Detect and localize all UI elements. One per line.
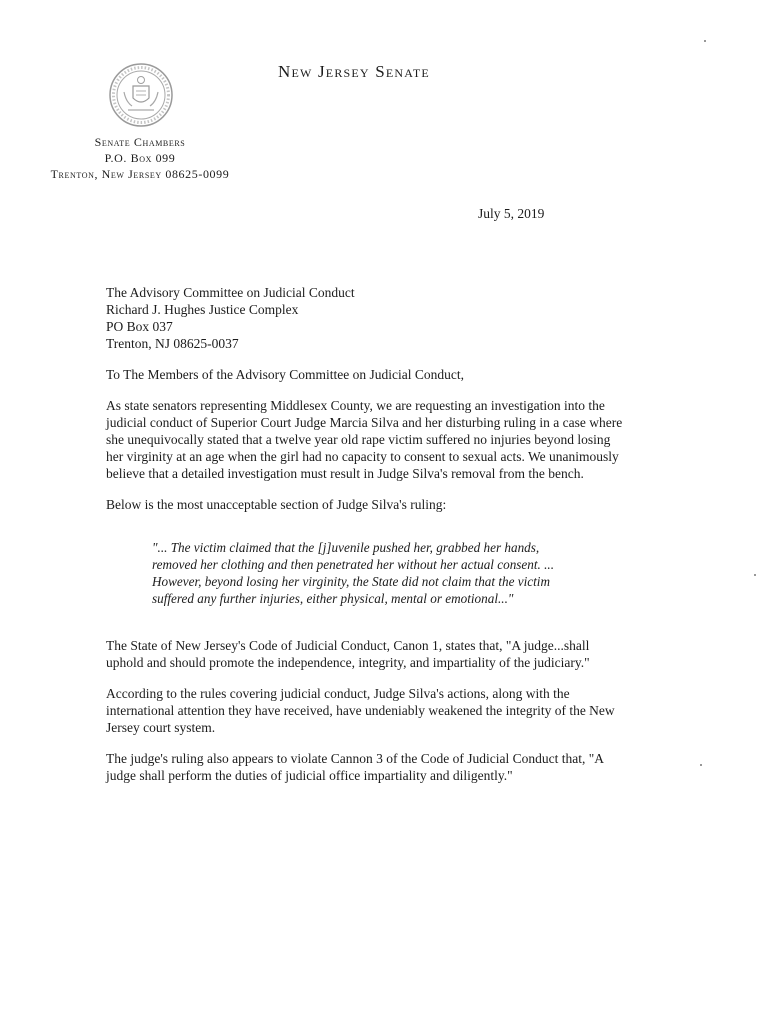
paragraph: According to the rules covering judicial conduct, Judge Silva's actions, along with the international attention they have received, have undeniably weakened the integrity of the New Jersey court system. (106, 686, 615, 735)
salutation: To The Members of the Advisory Committee on Judicial Conduct, (106, 367, 465, 382)
return-address-line: Trenton, New Jersey 08625-0099 (50, 167, 230, 181)
scan-speck (704, 40, 706, 42)
scan-speck (700, 764, 702, 766)
recipient-line: PO Box 037 (106, 319, 173, 334)
return-address (20, 134, 260, 182)
return-address-line: Senate Chambers (94, 135, 186, 149)
paragraph: As state senators representing Middlesex County, we are requesting an investigation into the judicial conduct of Superior Court Judge Marcia Silva and her disturbing ruling in a case where she unequivocally stated that a twelve year old rape victim suffered no injuries beyond losing her virginity at an age when the girl had no capacity to consent to sexual acts. We unanimously believe that a detailed investigation must result in Judge Silva's removal from the bench. (106, 398, 623, 481)
recipient-address (106, 284, 626, 352)
recipient-line: Trenton, NJ 08625-0037 (106, 336, 239, 351)
letter-body (106, 284, 626, 784)
scan-speck (754, 574, 756, 576)
letterhead-title: New Jersey Senate (278, 62, 430, 81)
paragraph: The judge's ruling also appears to violate Cannon 3 of the Code of Judicial Conduct that, "A judge shall perform the duties of judicial office impartiality and diligently." (106, 751, 604, 783)
ruling-quote: "... The victim claimed that the [j]uvenile pushed her, grabbed her hands, removed her clothing and then penetrated her without her actual consent. ... However, beyond losing her virginity, the State did not claim that the victim suffered any further injuries, either physical, mental or emotional..." (152, 540, 555, 606)
state-seal-icon (108, 62, 174, 128)
recipient-line: The Advisory Committee on Judicial Conduct (106, 285, 355, 300)
recipient-line: Richard J. Hughes Justice Complex (106, 302, 299, 317)
return-address-line: P.O. Box 099 (104, 151, 176, 165)
paragraph: The State of New Jersey's Code of Judicial Conduct, Canon 1, states that, "A judge...shall uphold and should promote the independence, integrity, and impartiality of the judiciary." (106, 638, 590, 670)
letter-date: July 5, 2019 (478, 206, 545, 221)
paragraph: Below is the most unacceptable section of Judge Silva's ruling: (106, 497, 447, 512)
